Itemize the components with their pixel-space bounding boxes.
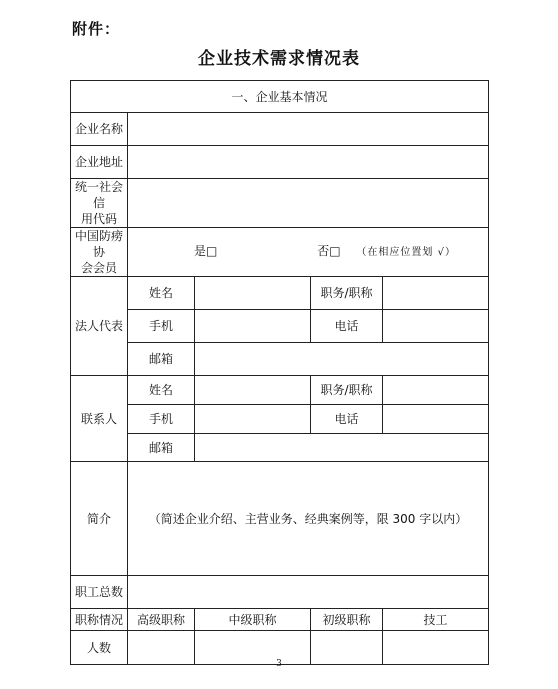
contact-phone-label: 电话 (311, 405, 383, 434)
association-label-line2: 会会员 (80, 261, 117, 275)
headcount-label: 人数 (71, 631, 128, 665)
company-address-row (71, 146, 489, 179)
credit-code-label-line1: 统一社会信 (74, 180, 123, 210)
legal-rep-email-row (71, 343, 489, 376)
mid-title-header: 中级职称 (195, 609, 311, 631)
intro-hint: （简述企业介绍、主营业务、经典案例等，限 300 字以内） (148, 511, 468, 526)
association-row (71, 228, 489, 277)
contact-name-label: 姓名 (128, 376, 195, 405)
company-address-field[interactable] (128, 146, 489, 179)
senior-title-header: 高级职称 (128, 609, 195, 631)
contact-email-field[interactable] (195, 434, 489, 462)
contact-mobile-row (71, 405, 489, 434)
contact-name-field[interactable] (195, 376, 311, 405)
legal-rep-mobile-label: 手机 (128, 310, 195, 343)
credit-code-row (71, 179, 489, 228)
association-label (71, 228, 128, 277)
company-address-label: 企业地址 (71, 146, 128, 179)
check-note: （在相应位置划 √） (356, 247, 456, 258)
legal-rep-name-label: 姓名 (128, 277, 195, 310)
association-options (128, 228, 489, 277)
junior-title-header: 初级职称 (311, 609, 383, 631)
contact-email-row (71, 434, 489, 462)
page-title: 企业技术需求情况表 (198, 49, 360, 69)
credit-code-label-line2: 用代码 (80, 212, 117, 226)
contact-position-field[interactable] (383, 376, 489, 405)
association-label-line1: 中国防痨协 (74, 229, 123, 259)
contact-mobile-field[interactable] (195, 405, 311, 434)
staff-total-row (71, 576, 489, 609)
contact-email-label: 邮箱 (128, 434, 195, 462)
company-name-row (71, 113, 489, 146)
contact-label: 联系人 (71, 376, 128, 462)
title-status-label: 职称情况 (71, 609, 128, 631)
section-row (71, 81, 489, 113)
legal-rep-label: 法人代表 (71, 277, 128, 376)
legal-rep-email-label: 邮箱 (128, 343, 195, 376)
intro-row (71, 462, 489, 576)
contact-phone-field[interactable] (383, 405, 489, 434)
staff-total-label: 职工总数 (71, 576, 128, 609)
requirement-form-table (70, 80, 489, 665)
legal-rep-position-field[interactable] (383, 277, 489, 310)
company-name-label: 企业名称 (71, 113, 128, 146)
credit-code-label (71, 179, 128, 228)
credit-code-field[interactable] (128, 179, 489, 228)
contact-name-row (71, 376, 489, 405)
legal-rep-position-label: 职务/职称 (311, 277, 383, 310)
legal-rep-mobile-field[interactable] (195, 310, 311, 343)
intro-field[interactable] (128, 462, 489, 576)
attachment-label: 附件： (72, 20, 121, 38)
company-name-field[interactable] (128, 113, 489, 146)
legal-rep-name-row (71, 277, 489, 310)
technician-header: 技工 (383, 609, 489, 631)
legal-rep-name-field[interactable] (195, 277, 311, 310)
yes-checkbox[interactable]: 是□ (194, 244, 218, 258)
intro-label: 简介 (71, 462, 128, 576)
legal-rep-phone-field[interactable] (383, 310, 489, 343)
section-title: 一、企业基本情况 (71, 81, 489, 113)
page-number: 3 (276, 659, 282, 669)
staff-total-field[interactable] (128, 576, 489, 609)
legal-rep-mobile-row (71, 310, 489, 343)
contact-mobile-label: 手机 (128, 405, 195, 434)
contact-position-label: 职务/职称 (311, 376, 383, 405)
legal-rep-email-field[interactable] (195, 343, 489, 376)
legal-rep-phone-label: 电话 (311, 310, 383, 343)
no-checkbox[interactable]: 否□ (317, 244, 341, 258)
title-status-row (71, 609, 489, 631)
